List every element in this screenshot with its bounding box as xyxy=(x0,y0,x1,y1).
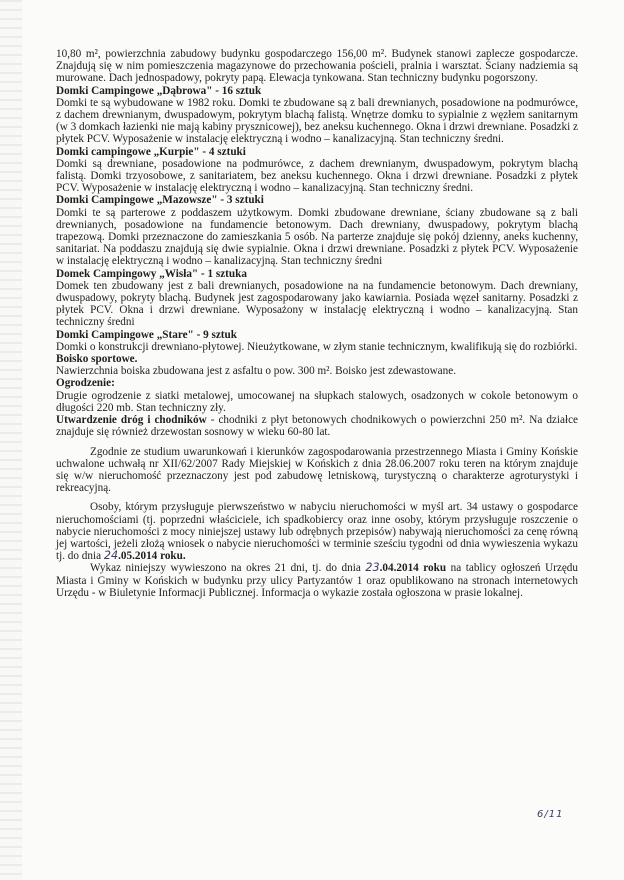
section-heading-boisko: Boisko sportowe. xyxy=(56,353,138,366)
section-body-dabrowa: Domki te są wybudowane w 1982 roku. Domki te zbudowane są z bali drewnianych, posadowione na podmurówce, z dachem drewnianym, dwuspadowym, pokrytym blachą falistą. Wnętrze domku to sypialnie z węzłem sanitarnym (w 3 domkach łazienki nie mają kabiny prysznicowej), bez aneksu kuchennego. Okna i drzwi drewniane. Posadzki z płytek PCV. Wyposażenie w instalację elektryczną i wodno – kanalizacyjną. Stan techniczny średni. xyxy=(56,96,578,146)
rights-paragraph xyxy=(56,501,578,562)
rights-text: Osoby, którym przysługuje pierwszeństwo w nabyciu nieruchomości w myśl art. 34 ustawy o gospodarce nieruchomościami (tj. poprzedni właściciele, ich spadkobiercy oraz inne osoby, którym przysługuje roszczenie o nabycie nieruchomości z mocy niniejszej ustawy lub odrębnych przepisów) nabywają nieruchomości za cenę równą jej wartości, jeżeli złożą wniosek o nabycie nieruchomości w terminie sześciu tygodni od dnia wywieszenia wykazu tj. do dnia xyxy=(56,501,578,563)
scan-edge-marks xyxy=(0,0,22,880)
section-body-ogrodzenie: Drugie ogrodzenie z siatki metalowej, umocowanej na słupkach stalowych, osadzonych w cokole betonowym o długości 220 mb. Stan techniczny zły. xyxy=(56,389,578,414)
intro-paragraph: 10,80 m², powierzchnia zabudowy budynku gospodarczego 156,00 m². Budynek stanowi zaplecze gospodarcze. Znajdują się w nim pomieszczenia magazynowe do przechowania pościeli, pralnia i warsztat. Ściany nadziemia są murowane. Dach jednospadowy, pokryty papą. Elewacja tynkowana. Stan techniczny budynku pogorszony. xyxy=(56,48,578,85)
section-heading-mazowsze: Domki Campingowe „Mazowsze" - 3 sztuki xyxy=(56,194,264,207)
section-heading-dabrowa: Domki Campingowe „Dąbrowa" - 16 sztuk xyxy=(56,84,262,97)
deadline-date: .05.2014 roku. xyxy=(118,550,186,563)
roads-label: Utwardzenie dróg i chodników xyxy=(56,414,207,427)
section-body-wisla: Domek ten zbudowany jest z bali drewnianych, posadowione na na fundamencie betonowym. Dach drewniany, dwuspadowy, pokryty blachą. Budynek jest zagospodarowany jako kawiarnia. Posiada węzeł sanitarny. Posadzki z płytek PCV. Okna i drzwi drewniane. Wyposażony w instalację elektryczną i wodno – kanalizacyjną. Stan techniczny średni xyxy=(56,279,578,329)
section-heading-stare: Domki Campingowe „Stare" - 9 sztuk xyxy=(56,328,237,341)
section-heading-ogrodzenie: Ogrodzenie: xyxy=(56,377,115,390)
section-heading-kurpie: Domki campingowe „Kurpie" - 4 sztuki xyxy=(56,145,246,158)
section-body-stare: Domki o konstrukcji drewniano-płytowej. Nieużytkowane, w złym stanie technicznym, kwalifikują się do rozbiórki. xyxy=(56,340,578,353)
handwritten-day-posting: 23 xyxy=(365,561,380,575)
plan-paragraph: Zgodnie ze studium uwarunkowań i kierunków zagospodarowania przestrzennego Miasta i Gminy Końskie uchwalone uchwałą nr XII/62/2007 Rady Miejskiej w Końskich z dnia 28.06.2007 roku teren na którym znajduje się w/w nieruchomość przeznaczony jest pod zabudowę letniskową, turystyczną o charakterze agroturystyki i rekreacyjną. xyxy=(56,445,578,495)
posting-after: na tablicy ogłoszeń Urzędu Miasta i Gminy w Końskich w budynku przy ulicy Partyzantów 1 oraz opublikowano na stronach internetowych Urzędu - w Biuletynie Informacji Publicznej. Informacja o wykazie została ogłoszona w prasie lokalnej. xyxy=(56,562,578,599)
posting-before: Wykaz niniejszy wywieszono na okres 21 dni, tj. do dnia xyxy=(90,562,366,575)
handwritten-page-marker: 6/11 xyxy=(537,809,564,820)
posting-date: .04.2014 roku xyxy=(379,562,447,575)
section-body-mazowsze: Domki te są parterowe z poddaszem użytkowym. Domki zbudowane drewniane, ściany zbudowane są z bali drewnianych, posadowione na fundamencie betonowym. Dach drewniany, dwuspadowy, pokrytym blachą trapezową. Domki przeznaczone do zamieszkania 5 osób. Na parterze znajduje się pokój dzienny, aneks kuchenny, sanitariat. Na poddaszu znajdują się dwie sypialnie. Okna i drzwi drewniane. Posadzki z płytek PCV. Wyposażenie w instalację elektryczną i wodno – kanalizacyjną. Stan techniczny średni xyxy=(56,206,578,268)
roads-paragraph xyxy=(56,414,578,438)
section-body-kurpie: Domki są drewniane, posadowione na podmurówce, z dachem drewnianym, dwuspadowym, pokrytym blachą falistą. Domki trzyosobowe, z sanitariatem, bez aneksu kuchennego. Okna i drzwi drewniane. Posadzki z płytek PCV. Wyposażenie w instalację elektryczną i wodno – kanalizacyjną. Stan techniczny średni. xyxy=(56,157,578,195)
roads-text: - chodniki z płyt betonowych chodnikowych o powierzchni 250 m². Na działce znajduje się również drzewostan sosnowy w wieku 60-80 lat. xyxy=(56,414,578,439)
section-heading-wisla: Domek Campingowy „Wisła" - 1 sztuka xyxy=(56,267,247,280)
posting-paragraph xyxy=(56,562,578,599)
handwritten-day-deadline: 24 xyxy=(103,549,119,563)
document-text xyxy=(56,48,578,599)
section-body-boisko: Nawierzchnia boiska zbudowana jest z asfaltu o pow. 300 m². Boisko jest zdewastowane. xyxy=(56,365,456,378)
